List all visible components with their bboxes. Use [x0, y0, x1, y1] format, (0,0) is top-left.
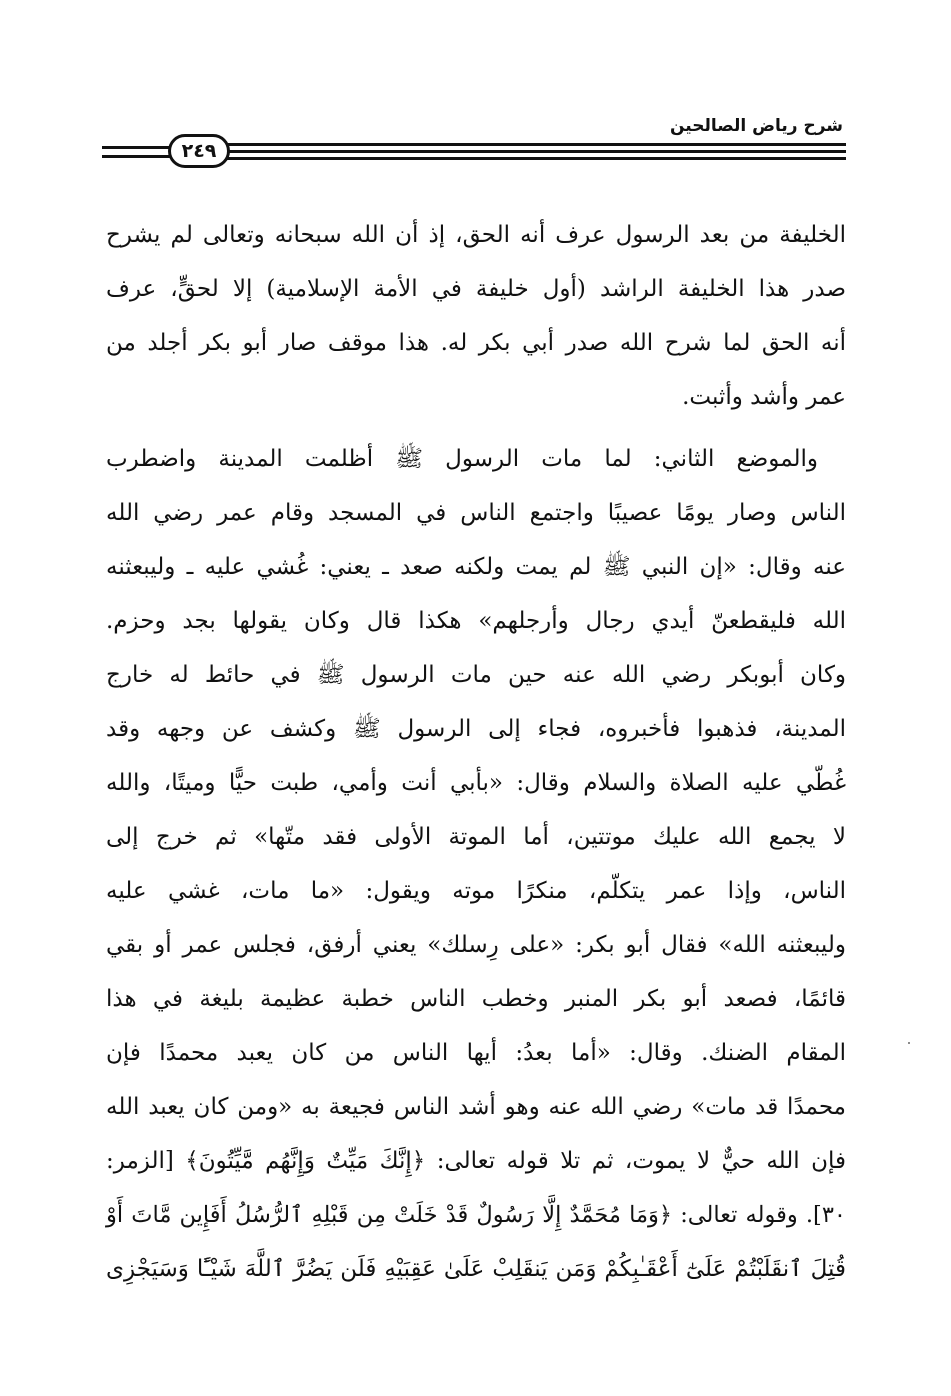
scan-speck	[908, 1042, 910, 1044]
text-line: وكان أبوبكر رضي الله عنه حين مات الرسول ﷺ في حائط له خارج	[106, 662, 846, 688]
text-line: والموضع الثاني: لما مات الرسول ﷺ أظلمت المدينة واضطرب	[106, 446, 818, 472]
text-line: وليبعثنه الله» فقال أبو بكر: «على رِسلك» يعني أرفق، فجلس عمر أو بقي	[106, 932, 846, 958]
paragraph-1	[106, 208, 846, 424]
text-line: لا يجمع الله عليك موتتين، أما الموتة الأولى فقد متّها» ثم خرج إلى	[106, 824, 846, 850]
text-line: الله فليقطعنّ أيدي رجال وأرجلهم» هكذا قال وكان يقولها بجد وحزم.	[106, 608, 846, 634]
text-line: الناس، وإذا عمر يتكلّم، منكرًا موته ويقول: «ما مات، غشي عليه	[106, 878, 846, 904]
text-line: المقام الضنك. وقال: «أما بعدُ: أيها الناس من كان يعبد محمدًا فإن	[106, 1040, 846, 1066]
text-line: عنه وقال: «إن النبي ﷺ لم يمت ولكنه صعد ـ يعني: غُشي عليه ـ وليبعثنه	[106, 554, 846, 580]
text-line: غُطّي عليه الصلاة والسلام وقال: «بأبي أنت وأمي، طبت حيًّا وميتًا، والله	[106, 770, 846, 796]
header-rule-right-middle	[226, 150, 846, 153]
header-rule-left-top	[102, 146, 170, 149]
paragraph-2	[106, 432, 846, 1296]
text-line: صدر هذا الخليفة الراشد (أول خليفة في الأمة الإسلامية) إلا لحقٍّ، عرف	[106, 276, 846, 302]
text-line: عمر وأشد وأثبت.	[682, 384, 846, 410]
text-line: محمدًا قد مات» رضي الله عنه وهو أشد الناس فجيعة به «ومن كان يعبد الله	[106, 1094, 846, 1120]
page-number: ٢٤٩	[168, 134, 230, 168]
text-line: الخليفة من بعد الرسول عرف أنه الحق، إذ أن الله سبحانه وتعالى لم يشرح	[106, 222, 846, 248]
text-line: الناس وصار يومًا عصيبًا واجتمع الناس في المسجد وقام عمر رضي الله	[106, 500, 846, 526]
text-line: فإن الله حيٌّ لا يموت، ثم تلا قوله تعالى: ﴿إِنَّكَ مَيِّتٌ وَإِنَّهُم مَّيِّتُونَ﴾ [الزمر:	[106, 1148, 846, 1174]
text-line: قُتِلَ ٱنقَلَبْتُمْ عَلَىٰٓ أَعْقَـٰبِكُمْ وَمَن يَنقَلِبْ عَلَىٰ عَقِبَيْهِ فَلَن يَضُرَّ ٱللَّهَ شَيْـًٔا وَسَيَجْزِى	[106, 1256, 846, 1282]
header-rule-right-top	[226, 143, 846, 146]
header-rule-right-bottom	[226, 157, 846, 160]
header-rule-left-bottom	[102, 155, 170, 158]
text-line: أنه الحق لما شرح الله صدر أبي بكر له. هذا موقف صار أبو بكر أجلد من	[106, 330, 846, 356]
text-line: المدينة، فذهبوا فأخبروه، فجاء إلى الرسول ﷺ وكشف عن وجهه وقد	[106, 716, 846, 742]
text-line: قائمًا، فصعد أبو بكر المنبر وخطب الناس خطبة عظيمة بليغة في هذا	[106, 986, 846, 1012]
book-title: شرح رياض الصالحين	[669, 116, 843, 136]
text-line: ٣٠]. وقوله تعالى: ﴿وَمَا مُحَمَّدٌ إِلَّا رَسُولٌ قَدْ خَلَتْ مِن قَبْلِهِ ٱلرُّسُلُ أَفَإِين مَّاتَ أَوْ	[106, 1202, 846, 1228]
